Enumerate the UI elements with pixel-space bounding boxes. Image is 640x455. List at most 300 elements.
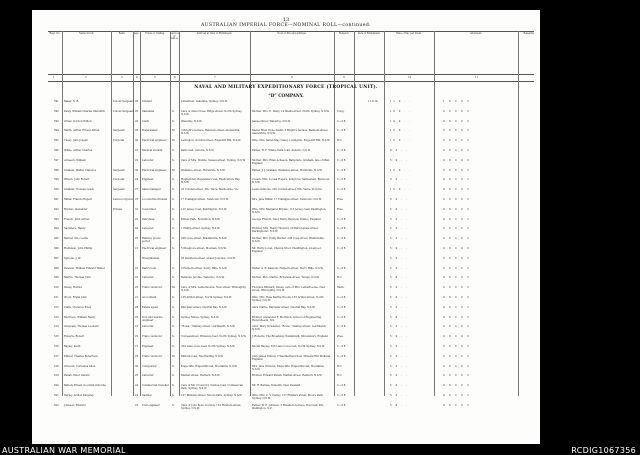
religion: C. of E. xyxy=(337,247,347,250)
age: 30 xyxy=(135,168,139,172)
religion: C. of E. xyxy=(337,168,347,172)
soldier-name: Batten, Ernest Goodwin Osborne xyxy=(64,384,106,388)
age: 21 xyxy=(135,394,139,397)
table-row xyxy=(32,258,540,266)
marital-status: S. xyxy=(172,227,175,231)
table-row xyxy=(32,160,540,168)
company-title: “D” COMPANY. xyxy=(268,93,304,98)
soldier-name: Graybum, Thomas Leonard xyxy=(64,325,99,329)
age: 25 xyxy=(135,374,139,378)
marital-status: S. xyxy=(172,178,175,182)
marital-status: S. xyxy=(172,305,175,309)
religion: Cong. xyxy=(337,109,345,113)
column-number: 4 xyxy=(136,76,138,79)
right-border xyxy=(540,0,640,455)
enlistment-address: 5 Mosgrove-street, Mosman, N.S.W. xyxy=(181,247,227,250)
enlistment-address: Lexington, Gordon-street, Edgecliff Hill, N.S.W. xyxy=(181,139,241,143)
regiment-number: 611 xyxy=(54,296,59,299)
regiment-number: 613 xyxy=(54,315,59,319)
rank: Sergeant xyxy=(113,168,125,172)
religion: C. of E. xyxy=(337,237,347,241)
column-number: 2 xyxy=(85,76,87,79)
allotment: 0 6 0 0 3 xyxy=(443,394,471,397)
soldier-name: Smith, Arthur Ernest Alfred xyxy=(64,129,100,133)
next-of-kin: Father, H. F. White, Park-road, Auburn, N.S.W. xyxy=(252,149,311,152)
allotment: 0 6 0 0 3 xyxy=(443,335,471,339)
religion: R.C. xyxy=(337,374,343,378)
trade-or-calling: Estate agent xyxy=(142,305,159,309)
regiment-number: 594 xyxy=(54,129,59,133)
pay-rate: 5 0 . . xyxy=(390,207,409,211)
enlistment-address: Sydney Mines, Sydney, N.S.W. xyxy=(181,315,219,319)
column-number: 3 xyxy=(121,76,123,79)
religion: C. of E. xyxy=(337,394,347,397)
marital-status: S. xyxy=(172,345,175,348)
marital-status: M. xyxy=(172,286,176,290)
enlistment-address: 3 Greenstreet, Hillsway-road, North Sydney, N.S.W. xyxy=(181,335,247,339)
pay-rate: 5 0 . . xyxy=(390,384,409,388)
age: 31 xyxy=(135,207,139,211)
religion: C. of E. xyxy=(337,129,347,133)
age: 28 xyxy=(135,100,139,103)
soldier-name: French, John Arthur xyxy=(64,217,90,221)
allotment: 0 6 0 0 3 xyxy=(443,158,471,162)
pay-rate: 5 0 . . xyxy=(390,354,409,358)
next-of-kin: Wife, Mrs. C. V. Darley, 157 Flinders street, Moore Park, Sydney, N.S.W. xyxy=(252,394,324,400)
enlistment-address: 208 Coxe-street, Bradimville, N.S.W. xyxy=(181,237,228,241)
regiment-number: 597 xyxy=(54,158,59,162)
marital-status: S. xyxy=(172,237,175,241)
column-number: 11 xyxy=(475,76,479,79)
next-of-kin: James Oliver, Waverley, N.S.W. xyxy=(252,119,291,123)
next-of-kin: Brother, Mrs. Henry Howard, 20 Bartolomew-street, Darlinghurst, N.S.W. xyxy=(252,227,319,234)
soldier-name: Martin, Thomas John xyxy=(64,276,91,280)
column-number: 9 xyxy=(343,76,345,79)
enlistment-address: Edgecliffe, Edgecliff-road, Woollahra, N.S.W. xyxy=(181,364,238,368)
soldier-name: Darley, Arthur Kingsley xyxy=(64,394,94,397)
religion: C. of E. xyxy=(337,149,347,152)
allotment: 0 6 0 0 3 xyxy=(443,168,471,172)
rank: Corporal xyxy=(113,139,125,143)
trade-or-calling: Electrical engineer xyxy=(142,168,167,172)
column-number: 7 xyxy=(214,76,216,79)
column-number: 6 xyxy=(174,76,176,79)
age: 22 xyxy=(135,266,139,270)
allotment: 0 6 0 0 3 xyxy=(443,217,471,221)
marital-status: M. xyxy=(172,354,176,358)
next-of-kin: Mount Bayley, 325 Lane Cove-road, North Sydney, N.S.W. xyxy=(252,345,325,348)
allotment: 0 6 0 0 3 xyxy=(443,178,471,182)
marital-status: M. xyxy=(172,168,176,172)
allotment: 0 6 0 0 3 xyxy=(443,296,471,299)
marital-status: S. xyxy=(172,149,175,152)
soldier-name: Pauly, William Charles Meredith xyxy=(64,109,105,113)
next-of-kin: Father, W. E. Johnson, 3 Breakers-terrace, Box-road, P.O., Wellington, N.Z. xyxy=(252,403,325,410)
religion: R.C. xyxy=(337,139,343,143)
soldier-name: Bryden, Alexander xyxy=(64,207,88,211)
pay-rate: 10 0 . . xyxy=(390,188,412,192)
soldier-name: Morrison, William Henry xyxy=(64,315,96,319)
age: 22 xyxy=(135,217,139,221)
table-row xyxy=(32,356,540,364)
age: 30 xyxy=(135,364,139,368)
trade-or-calling: Tram conductor xyxy=(142,335,163,339)
header-address: Address at time of Enlistment. xyxy=(196,32,233,35)
allotment: 0 6 0 0 3 xyxy=(443,384,471,388)
header-next-of-kin: Next of Kin and Address. xyxy=(277,32,307,35)
next-of-kin: Mother, Mrs. Ellen Acheson, Ballyclare, Graham, Isle of Man, England xyxy=(252,158,330,165)
next-of-kin: Brother, Edward Panah, Market-street, Redfern, N.S.W. xyxy=(252,374,323,378)
table-row xyxy=(32,375,540,383)
next-of-kin: Cousin, Mrs. Louisa Rogers, Ashgrove, Settlement, Burwood, N.S.W. xyxy=(252,178,330,185)
religion: Pres. xyxy=(337,335,344,339)
soldier-name: Panah, Peter Gerald xyxy=(64,374,90,378)
table-row xyxy=(32,317,540,325)
soldier-name: Sproule, J. W. xyxy=(64,256,81,260)
soldier-name: Baker, N. B. xyxy=(64,100,80,103)
next-of-kin: Lewis Gibbons, 226 Cobden-street, Sth. Yarra, Victoria xyxy=(252,188,322,192)
next-of-kin: Mother, Mrs. Emily Barber, 208 Coxe-street, Bradimville, N.S.W. xyxy=(252,237,325,244)
header-religion: Religion. xyxy=(338,32,350,35)
table-row xyxy=(32,238,540,246)
regiment-number: 609 xyxy=(54,276,59,280)
pay-rate: 9 0 . . xyxy=(390,198,409,201)
age: 24 xyxy=(135,178,139,182)
enlistment-address: Care of Anne Close, Ridge street, North Sydney, N.S.W. xyxy=(181,109,243,116)
next-of-kin: Alice Clarke, Barrister-street, Neutral Bay, N.S.W. xyxy=(252,305,316,309)
trade-or-calling: Labourer xyxy=(142,374,154,378)
soldier-name: Dawson, William Edward Walter xyxy=(64,266,105,270)
trade-or-calling: Coal miner xyxy=(142,207,156,211)
enlistment-address: 155 Arthur-street, North Sydney, N.S.W. xyxy=(181,296,232,299)
pay-rate: 5 0 . . xyxy=(390,305,409,309)
enlistment-address: 1 Phillip-street, Sydney, N.S.W. xyxy=(181,227,221,231)
header-allotment: Allotment. xyxy=(469,32,483,35)
table-row xyxy=(32,268,540,276)
header-trade: Trade or Calling. xyxy=(145,32,165,35)
enlistment-address: Care of Mr. Crossvold, Carlow-road, Commercial Park, Sydney, N.S.W. xyxy=(181,384,243,391)
enlistment-address: 3 Bright's-terrace, Belmont street, Alexandria, N.S.W. xyxy=(181,129,240,136)
table-row xyxy=(32,385,540,393)
enlistment-address: Barrister-street, Neutral Bay, N.S.W. xyxy=(181,305,228,309)
table-row xyxy=(32,297,540,305)
regiment-number: 600 xyxy=(54,188,59,192)
trade-or-calling: Labourer xyxy=(142,158,154,162)
table-row xyxy=(32,121,540,129)
religion: C. of E. xyxy=(337,158,347,162)
regiment-number: 614 xyxy=(54,325,59,329)
enlistment-address: Bellevue Jerome, Waterloo, N.S.W. xyxy=(181,276,225,280)
header-name: Name in full. xyxy=(78,32,95,35)
allotment: 0 6 0 0 3 xyxy=(443,364,471,368)
trade-or-calling: Commercial traveller xyxy=(142,384,169,388)
pay-rate: 5 0 . . xyxy=(390,296,409,299)
next-of-kin: Mabel Ellen Irene Smith, 3 Bright's-terrace, Belmont-street, Alexandria, N.S.W. xyxy=(252,129,329,136)
marital-status: S. xyxy=(172,158,175,162)
pay-rate: 5 0 . . xyxy=(390,158,409,162)
rank: Sergeant xyxy=(113,129,125,133)
pay-rate: 10 0 . . xyxy=(390,139,412,143)
trade-or-calling: Salesman xyxy=(142,109,155,113)
religion: C. of E. xyxy=(337,296,347,299)
enlistment-address: Market-street, Redfern, N.S.W. xyxy=(181,374,221,378)
pay-rate: 10 0 . . xyxy=(390,119,412,123)
next-of-kin: Aunt, Mary Dowlestal, “Rowa,” Stanley-street, Leichhardt, N.S.W. xyxy=(252,325,327,332)
regiment-number: 618 xyxy=(54,364,59,368)
regiment-number: 619 xyxy=(54,374,59,378)
regiment-number: 599 xyxy=(54,178,59,182)
age: 24 xyxy=(135,384,139,388)
allotment: 0 6 0 0 3 xyxy=(443,139,471,143)
footer-record-id: RCDIG1067356 xyxy=(571,446,636,455)
pay-rate: 8 0 . . xyxy=(390,149,409,152)
marital-status: S. xyxy=(172,247,175,250)
trade-or-calling: Locomotive fireman xyxy=(142,198,168,201)
religion: C. of E. xyxy=(337,354,347,358)
table-row xyxy=(32,179,540,187)
allotment: 0 6 0 0 3 xyxy=(443,149,471,152)
religion: C. of E. xyxy=(337,178,347,182)
next-of-kin: Wife, Mrs. Sarah May Casey, Lexington, Edgecliff Hill, N.S.W. xyxy=(252,139,331,143)
page-number: 13 xyxy=(282,17,290,23)
trade-or-calling: Labourer xyxy=(142,325,154,329)
allotment: 0 6 0 0 3 xyxy=(443,119,471,123)
regiment-number: 612 xyxy=(54,305,59,309)
allotment: 0 6 0 0 3 xyxy=(443,227,471,231)
pay-rate: 10 0 . . xyxy=(390,129,412,133)
regiment-number: 601 xyxy=(54,198,59,201)
trade-or-calling: Accountant xyxy=(142,296,157,299)
age: 21 xyxy=(135,325,139,329)
pay-rate: 5 0 . . xyxy=(390,227,409,231)
allotment: 0 6 0 0 3 xyxy=(443,305,471,309)
header-service: Service or Nation. xyxy=(170,32,179,41)
age: 22 xyxy=(135,403,139,407)
rank: Sergeant xyxy=(113,188,125,192)
table-row xyxy=(32,209,540,217)
marital-status: S. xyxy=(172,325,175,329)
trade-or-calling: Tram conductor xyxy=(142,286,163,290)
table-row xyxy=(32,130,540,138)
regiment-number: 605 xyxy=(54,237,59,241)
enlistment-address: 3 Holborn-street, Surry Hills, N.S.W. xyxy=(181,266,228,270)
trade-or-calling: Electrical engineer xyxy=(142,247,167,250)
regiment-number: 620 xyxy=(54,384,59,388)
regiment-number: 606 xyxy=(54,247,59,250)
regiment-number: 621 xyxy=(54,394,59,397)
table-row xyxy=(32,101,540,109)
enlistment-address: Park-road, Auburn, N.S.W. xyxy=(181,149,215,152)
enlistment-address: 157 Minister-street, Moore Park, Sydney, N.S.W. xyxy=(181,394,243,397)
rank: Lance-Corporal xyxy=(113,198,133,201)
allotment: 0 6 0 0 3 xyxy=(443,286,471,290)
age: 25 xyxy=(135,198,139,201)
column-number: 5 xyxy=(154,76,156,79)
trade-or-calling: Civil engineer xyxy=(142,403,160,407)
regiment-number: 592 xyxy=(54,109,59,113)
next-of-kin: Mrs. Jane Millar, 17 Trafalgar-street, Newtown, N.S.W. xyxy=(252,198,322,201)
age: 30 xyxy=(135,139,139,143)
pay-rate: 5 0 . . xyxy=(390,286,409,290)
header-remarks: Remarks. xyxy=(523,32,535,35)
enlistment-address: 113 Jersey-road, Paddington, N.S.W. xyxy=(181,207,227,211)
trade-or-calling: Engineer xyxy=(142,178,154,182)
pay-rate: 5 0 . . xyxy=(390,325,409,329)
roll-title: AUSTRALIAN IMPERIAL FORCE—NOMINAL ROLL—continued. xyxy=(200,23,372,28)
age: 20 xyxy=(135,119,139,123)
trade-or-calling: Clerk xyxy=(142,119,149,123)
next-of-kin: Mrs. Jane Ormond, Edgecliffe, Edgecliff-road, Woollahra, N.S.W. xyxy=(252,364,325,371)
regiment-number: 598 xyxy=(54,168,59,172)
regiment-number: 602 xyxy=(54,207,59,211)
pay-rate: 5 0 . . xyxy=(390,247,409,250)
regiment-number: 608 xyxy=(54,266,59,270)
header-rank: Rank. xyxy=(118,32,126,35)
next-of-kin: Father, J. J. Graham, Wellesley-street, Hurstville, N.S.W. xyxy=(252,168,323,172)
enlistment-address: Johnstreet, Lakemba, Sydney, N.S.W. xyxy=(181,100,228,103)
allotment: 0 6 0 0 3 xyxy=(443,315,471,319)
rank: Colour-Sergeant xyxy=(113,109,134,113)
regiment-number: 607 xyxy=(54,256,59,260)
regiment-number: 616 xyxy=(54,345,59,348)
soldier-name: Saunders, Henry xyxy=(64,227,86,231)
marital-status: S. xyxy=(172,207,175,211)
table-row xyxy=(32,395,540,403)
header-number-rule xyxy=(48,81,534,82)
enlistment-address: Waverley, N.S.W. xyxy=(181,119,203,123)
religion: C. of E. xyxy=(337,403,347,407)
enlistment-address: 324 Lane Cove-road, North Sydney, N.S.W. xyxy=(181,345,236,348)
pay-rate: 5 0 . . xyxy=(390,217,409,221)
age: 21 xyxy=(135,345,139,348)
header-age: Age. xyxy=(133,32,140,35)
next-of-kin: Mr. Harry Lovel, Cheviot Moor, Heddington, Liverpool, England xyxy=(252,247,322,253)
marital-status: S. xyxy=(172,217,175,221)
section-title: NAVAL AND MILITARY EXPEDITIONARY FORCE (TROPICAL UNIT). xyxy=(194,85,378,90)
next-of-kin: Wife, Mrs. Rose Bertha Woods, 155 Arthur-street, North Sydney, N.S.W. xyxy=(252,296,324,302)
table-row xyxy=(32,170,540,178)
trade-or-calling: Compositor xyxy=(142,364,157,368)
marital-status: M. xyxy=(172,129,176,133)
table-row xyxy=(32,366,540,374)
age: 21 xyxy=(135,247,139,250)
marital-status: S. xyxy=(172,188,175,192)
marital-status: S. xyxy=(172,119,175,123)
soldier-name: Davey, Harold xyxy=(64,286,82,290)
next-of-kin: Florence Blizzard, Davey, care of Mrs. Leiberhoome, New street, Willoughby, N.S.W. xyxy=(252,286,326,293)
regiment-number: 604 xyxy=(54,227,59,231)
pay-rate: 5 0 . . xyxy=(390,403,409,407)
allotment: 0 6 0 0 3 xyxy=(443,207,471,211)
table-row xyxy=(32,219,540,227)
age: 25 xyxy=(135,237,139,241)
allotment: 0 6 0 0 3 xyxy=(443,237,471,241)
trade-or-calling: Boilermaker xyxy=(142,129,158,133)
trade-or-calling: Electrical engineer xyxy=(142,139,167,143)
regiment-number: 610 xyxy=(54,286,59,290)
age: 40 xyxy=(135,227,139,231)
marital-status: S. xyxy=(172,394,175,397)
age: 25 xyxy=(135,315,139,319)
table-row xyxy=(32,326,540,334)
table-row xyxy=(32,287,540,295)
soldier-name: Graham, Thomas Lewis xyxy=(64,188,94,192)
enlistment-address: “Rowa,” Stanley-street, Leichhardt, N.S.W. xyxy=(181,325,236,329)
soldier-name: Ormond, Cornelius Allen xyxy=(64,364,96,368)
header-pay: Rate of Pay per Diem. xyxy=(396,32,422,35)
trade-or-calling: Engineer xyxy=(142,345,154,348)
column-number: 8 xyxy=(291,76,293,79)
allotment: 0 6 0 0 3 xyxy=(443,256,471,260)
regiment-number: 595 xyxy=(54,139,59,143)
header-regt-no: Regt. No. xyxy=(49,32,61,35)
next-of-kin: Brother, Alexander F. Morrison, School of Engineering, Hetersfieeds, N.S. xyxy=(252,315,322,322)
religion: C. of E. xyxy=(337,217,347,221)
allotment: 0 6 0 0 3 xyxy=(443,109,471,113)
pay-rate: 11 0 . . xyxy=(390,100,412,103)
soldier-name: Acheson, William xyxy=(64,158,86,162)
allotment: 0 6 0 0 3 xyxy=(443,345,471,348)
next-of-kin: Mother, Mrs. E. Pauly, 14 Sheils-street, North Sydney, N.S.W. xyxy=(252,109,330,113)
trade-or-calling: Saddler xyxy=(142,394,152,397)
religion: Pres. xyxy=(337,207,344,211)
religion: R.C. xyxy=(337,276,343,280)
next-of-kin: Mr. R. Barnes, Dunedin, New Zealand xyxy=(252,384,301,388)
regiment-number: 593 xyxy=(54,119,59,123)
religion: C. of E. xyxy=(337,119,347,123)
trade-or-calling: Medical student xyxy=(142,149,163,152)
soldier-name: Wilson, John Robert xyxy=(64,178,90,182)
rank: Private xyxy=(113,207,123,211)
allotment: 0 6 0 0 3 xyxy=(443,129,471,133)
allotment: 0 6 0 0 3 xyxy=(443,374,471,378)
marital-status: S. xyxy=(172,315,175,319)
age: 21 xyxy=(135,296,139,299)
soldier-name: Barber, Otto Leslie xyxy=(64,237,88,241)
rank: Corporal xyxy=(113,178,125,182)
soldier-name: Casey, John Joseph xyxy=(64,139,88,143)
age: 23 xyxy=(135,276,139,280)
soldier-name: Oliver, Gordon Wilton xyxy=(64,119,92,123)
enlistment-address: Hughenden, Bayswater-road, Rushcutters Bay, N.S.W. xyxy=(181,178,241,185)
soldier-name: White, Arthur Charles xyxy=(64,149,93,152)
trade-or-calling: Railway goods porter xyxy=(142,237,161,244)
marital-status: S. xyxy=(172,296,175,299)
regiment-number: 615 xyxy=(54,335,59,339)
soldier-name: Millar, Francis Rupert xyxy=(64,198,93,201)
allotment: 0 6 0 0 3 xyxy=(443,354,471,358)
column-number: 10 xyxy=(408,76,412,79)
pay-rate: 5 0 . . xyxy=(390,335,409,339)
religion: Meth. xyxy=(337,286,345,290)
table-row xyxy=(32,336,540,344)
next-of-kin: J. Roberts, The Broadway, Ponkinrath, Shrewsbury, England xyxy=(252,335,328,339)
marital-status: S. xyxy=(172,198,175,201)
pay-rate: 5 0 . . xyxy=(390,364,409,368)
religion: C. of E. xyxy=(337,315,347,319)
enlistment-address: Wellesley-street, Hurstville, N.S.W. xyxy=(181,168,226,172)
trade-or-calling: Student xyxy=(142,100,153,103)
table-row xyxy=(32,199,540,207)
religion: C. of E. xyxy=(337,305,347,309)
next-of-kin: Wife, Mrs. Margaret Bryden, 113 Jersey-road, Paddington, N.S.W. xyxy=(252,207,327,214)
trade-or-calling: Sales manager xyxy=(142,188,161,192)
enlistment-address: Care of Mrs. Leiberhoome, New street, Willoughby, N.S.W. xyxy=(181,286,247,293)
pay-rate: 5 0 . . xyxy=(390,374,409,378)
regiment-number: 591 xyxy=(54,100,59,103)
soldier-name: Johnson, Edward xyxy=(64,403,86,407)
table-row xyxy=(32,189,540,197)
